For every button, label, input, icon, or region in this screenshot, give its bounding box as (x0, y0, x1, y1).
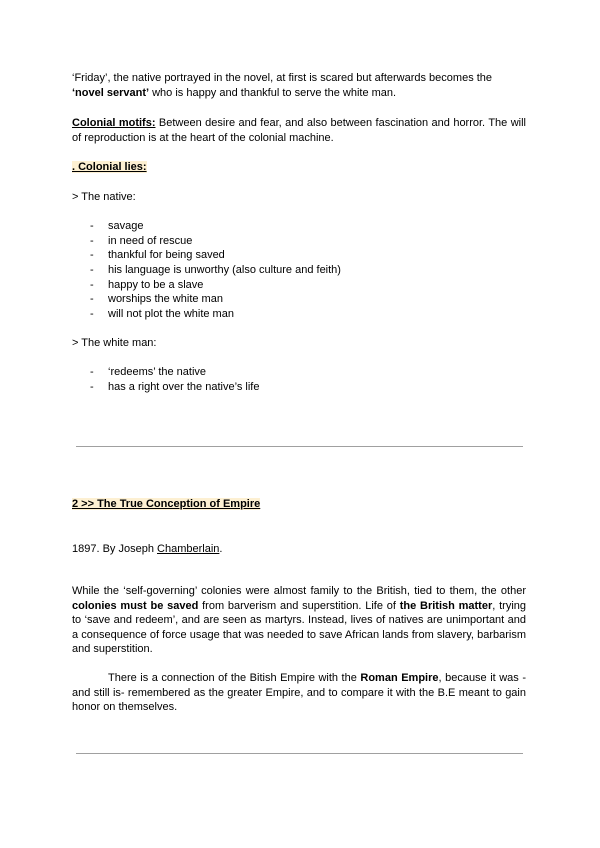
white-man-heading: > The white man: (72, 337, 157, 349)
section-divider (76, 446, 523, 447)
list-item: - his language is unworthy (also culture and feith) (90, 263, 510, 278)
colonial-lies-heading (72, 160, 526, 175)
list-item: - will not plot the white man (90, 307, 510, 322)
intro-line-2: who is happy and thankful to serve the white man. (149, 86, 397, 99)
para1-text-e: , trying to ‘save and redeem’, and are seen as martyrs. Instead, lives of natives are unimportant and a consequence of force usage that was needed to save African lands from slavery, barbarism and superstition. (72, 599, 526, 655)
colonial-motifs-text: Between desire and fear, and also between fascination and horror. The will of reproduction is at the heart of the colonial machine. (72, 117, 526, 144)
list-item: - thankful for being saved (90, 248, 510, 263)
para2-text-a: There is a connection of the Bitish Empire with the (108, 672, 361, 684)
date-prefix: 1897. By Joseph (72, 543, 158, 555)
author-name: Chamberlain (157, 543, 220, 555)
empire-paragraph-2 (72, 671, 526, 715)
date-suffix: . (219, 543, 223, 555)
roman-empire-term: Roman Empire (360, 672, 439, 684)
british-matter-term: the British matter (399, 599, 493, 612)
intro-line-1: ‘Friday’, the native portrayed in the novel, at first is scared but afterwards becomes the (72, 72, 493, 84)
intro-paragraph (72, 71, 526, 100)
novel-servant-term: ‘novel servant’ (72, 86, 150, 99)
para2-text-c: , because it was - and still is- remembered as the greater Empire, and to compare it with the B.E meant to gain honor on themselves. (72, 672, 526, 713)
para1-text-a: While the ‘self-governing’ colonies were almost family to the British, tied to them, the other (72, 585, 526, 597)
list-item: - savage (90, 219, 510, 234)
colonial-motifs-paragraph (72, 116, 526, 145)
native-heading: > The native: (72, 191, 136, 203)
white-man-list (90, 365, 510, 394)
colonies-must-be-saved-term: colonies must be saved (72, 599, 199, 612)
list-item: - in need of rescue (90, 234, 510, 249)
date-line (72, 542, 526, 557)
section-2-heading (72, 497, 526, 512)
list-item: - worships the white man (90, 292, 510, 307)
section-2-heading-text: 2 >> The True Conception of Empire (72, 498, 261, 510)
bottom-divider (76, 753, 523, 754)
list-item: - happy to be a slave (90, 278, 510, 293)
colonial-motifs-label: Colonial motifs: (72, 117, 156, 129)
para1-text-c: from barverism and superstition. Life of (198, 599, 400, 612)
list-item: - has a right over the native’s life (90, 380, 510, 395)
list-item: - ‘redeems’ the native (90, 365, 510, 380)
empire-paragraph-1 (72, 584, 526, 657)
colonial-lies-heading-text: . Colonial lies: (72, 161, 147, 173)
native-list (90, 219, 510, 322)
